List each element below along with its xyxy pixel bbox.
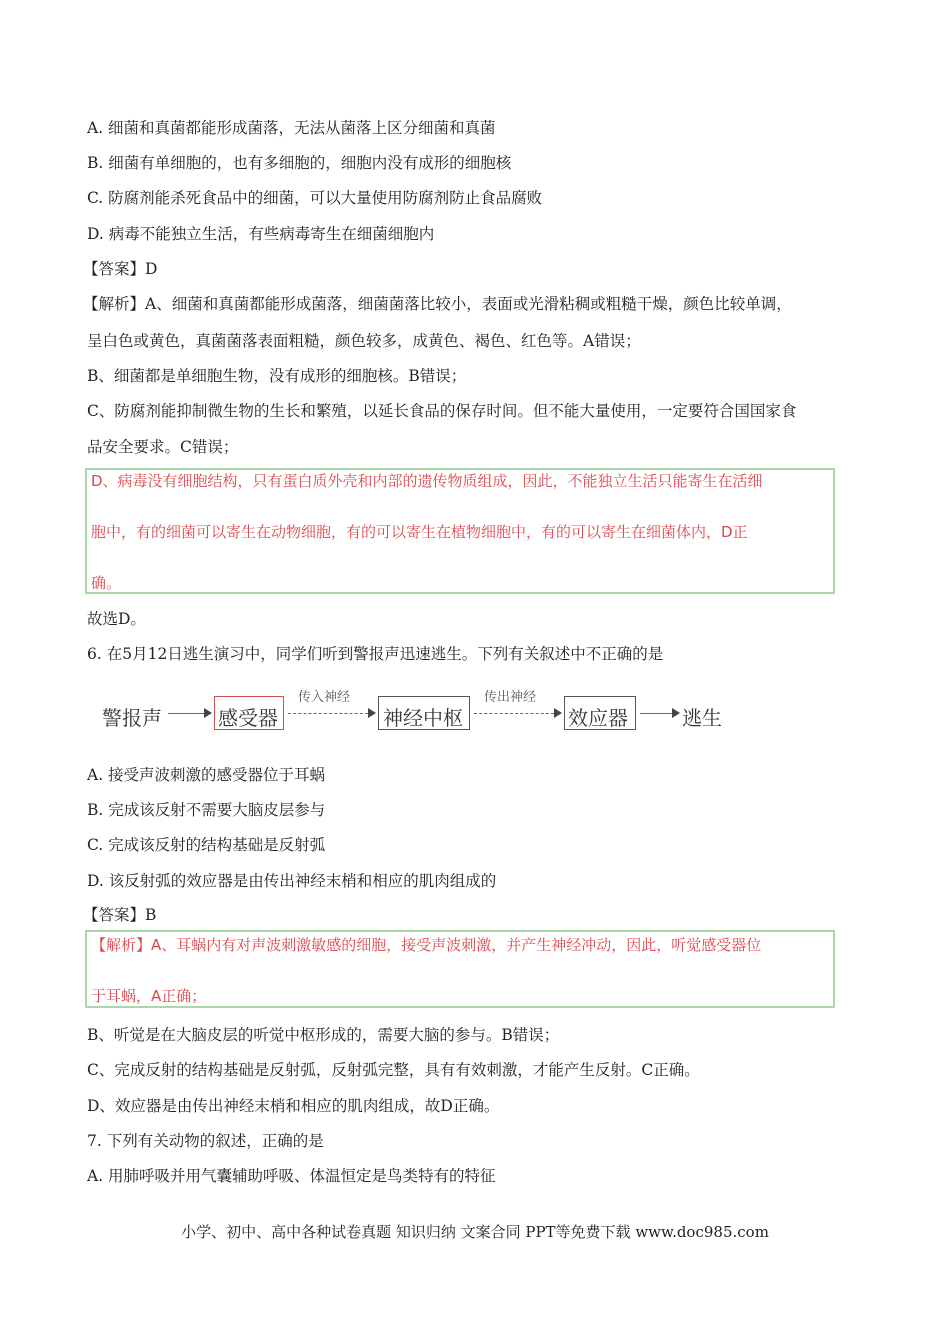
q5-choice: 故选D。 xyxy=(87,610,146,628)
diagram-efferent-label: 传出神经 xyxy=(484,690,537,705)
q6-option-a: A. 接受声波刺激的感受器位于耳蜗 xyxy=(87,766,326,784)
diagram-dash-2 xyxy=(474,713,554,714)
diagram-line-1 xyxy=(168,713,204,714)
diagram-line-2 xyxy=(640,713,672,714)
diagram-center-label: 神经中枢 xyxy=(383,706,463,730)
q6-analysis-line-3: D、效应器是由传出神经末梢和相应的肌肉组成，故D正确。 xyxy=(87,1097,500,1115)
q5-analysis-line-3: B、细菌都是单细胞生物，没有成形的细胞核。B错误； xyxy=(87,367,467,385)
q6-option-c: C. 完成该反射的结构基础是反射弧 xyxy=(87,836,326,854)
page-footer: 小学、初中、高中各种试卷真题 知识归纳 文案合同 PPT等免费下载 www.doc985.com xyxy=(181,1223,769,1241)
q5-analysis-line-1: 【解析】A、细菌和真菌都能形成菌落，细菌菌落比较小，表面或光滑粘稠或粗糙干燥，颜色比较单调， xyxy=(83,295,792,313)
q6-question: 6. 在5月12日逃生演习中，同学们听到警报声迅速逃生。下列有关叙述中不正确的是 xyxy=(87,645,664,663)
q5-option-c: C. 防腐剂能杀死食品中的细菌，可以大量使用防腐剂防止食品腐败 xyxy=(87,189,543,207)
q5-option-d: D. 病毒不能独立生活，有些病毒寄生在细菌细胞内 xyxy=(87,225,435,243)
diagram-arrow-2-icon xyxy=(368,708,376,718)
q6-red-line-2: 于耳蜗，A正确； xyxy=(91,987,207,1005)
q7-option-a: A. 用肺呼吸并用气囊辅助呼吸、体温恒定是鸟类特有的特征 xyxy=(87,1167,496,1185)
q5-option-b: B. 细菌有单细胞的，也有多细胞的，细胞内没有成形的细胞核 xyxy=(87,154,512,172)
q5-analysis-line-4: C、防腐剂能抑制微生物的生长和繁殖，以延长食品的保存时间。但不能大量使用，一定要符合国国家食 xyxy=(87,402,797,420)
diagram-arrow-1-icon xyxy=(204,708,212,718)
q6-analysis-line-1: B、听觉是在大脑皮层的听觉中枢形成的，需要大脑的参与。B错误； xyxy=(87,1026,560,1044)
q6-analysis-line-2: C、完成反射的结构基础是反射弧，反射弧完整，具有有效刺激，才能产生反射。C正确。 xyxy=(87,1061,700,1079)
diagram-dash-1 xyxy=(288,713,368,714)
q7-question: 7. 下列有关动物的叙述，正确的是 xyxy=(87,1132,324,1150)
q5-analysis-line-5: 品安全要求。C错误； xyxy=(87,438,239,456)
q6-highlight-box xyxy=(85,930,835,1008)
q6-red-line-1: 【解析】A、耳蜗内有对声波刺激敏感的细胞，接受声波刺激，并产生神经冲动，因此，听觉感受器位 xyxy=(91,936,762,954)
q5-red-line-1: D、病毒没有细胞结构，只有蛋白质外壳和内部的遗传物质组成，因此，不能独立生活只能寄生在活细 xyxy=(91,472,763,490)
q5-red-line-2: 胞中，有的细菌可以寄生在动物细胞，有的可以寄生在植物细胞中，有的可以寄生在细菌体内，D正 xyxy=(91,523,748,541)
diagram-start-label: 警报声 xyxy=(102,706,162,730)
q5-option-a: A. 细菌和真菌都能形成菌落，无法从菌落上区分细菌和真菌 xyxy=(87,119,496,137)
diagram-effector-label: 效应器 xyxy=(568,706,628,730)
diagram-arrow-4-icon xyxy=(672,708,680,718)
q5-analysis-line-2: 呈白色或黄色，真菌菌落表面粗糙，颜色较多，成黄色、褐色、红色等。A错误； xyxy=(87,332,641,350)
q6-answer: 【答案】B xyxy=(83,906,157,924)
q5-red-line-3: 确。 xyxy=(91,574,122,592)
diagram-arrow-3-icon xyxy=(554,708,562,718)
diagram-afferent-label: 传入神经 xyxy=(298,690,351,705)
q6-option-b: B. 完成该反射不需要大脑皮层参与 xyxy=(87,801,326,819)
q5-highlight-box xyxy=(85,468,835,594)
diagram-end-label: 逃生 xyxy=(682,706,722,730)
q5-answer: 【答案】D xyxy=(83,260,158,278)
reflex-arc-diagram xyxy=(102,690,742,740)
q6-option-d: D. 该反射弧的效应器是由传出神经末梢和相应的肌肉组成的 xyxy=(87,872,497,890)
diagram-receptor-label: 感受器 xyxy=(218,706,278,730)
